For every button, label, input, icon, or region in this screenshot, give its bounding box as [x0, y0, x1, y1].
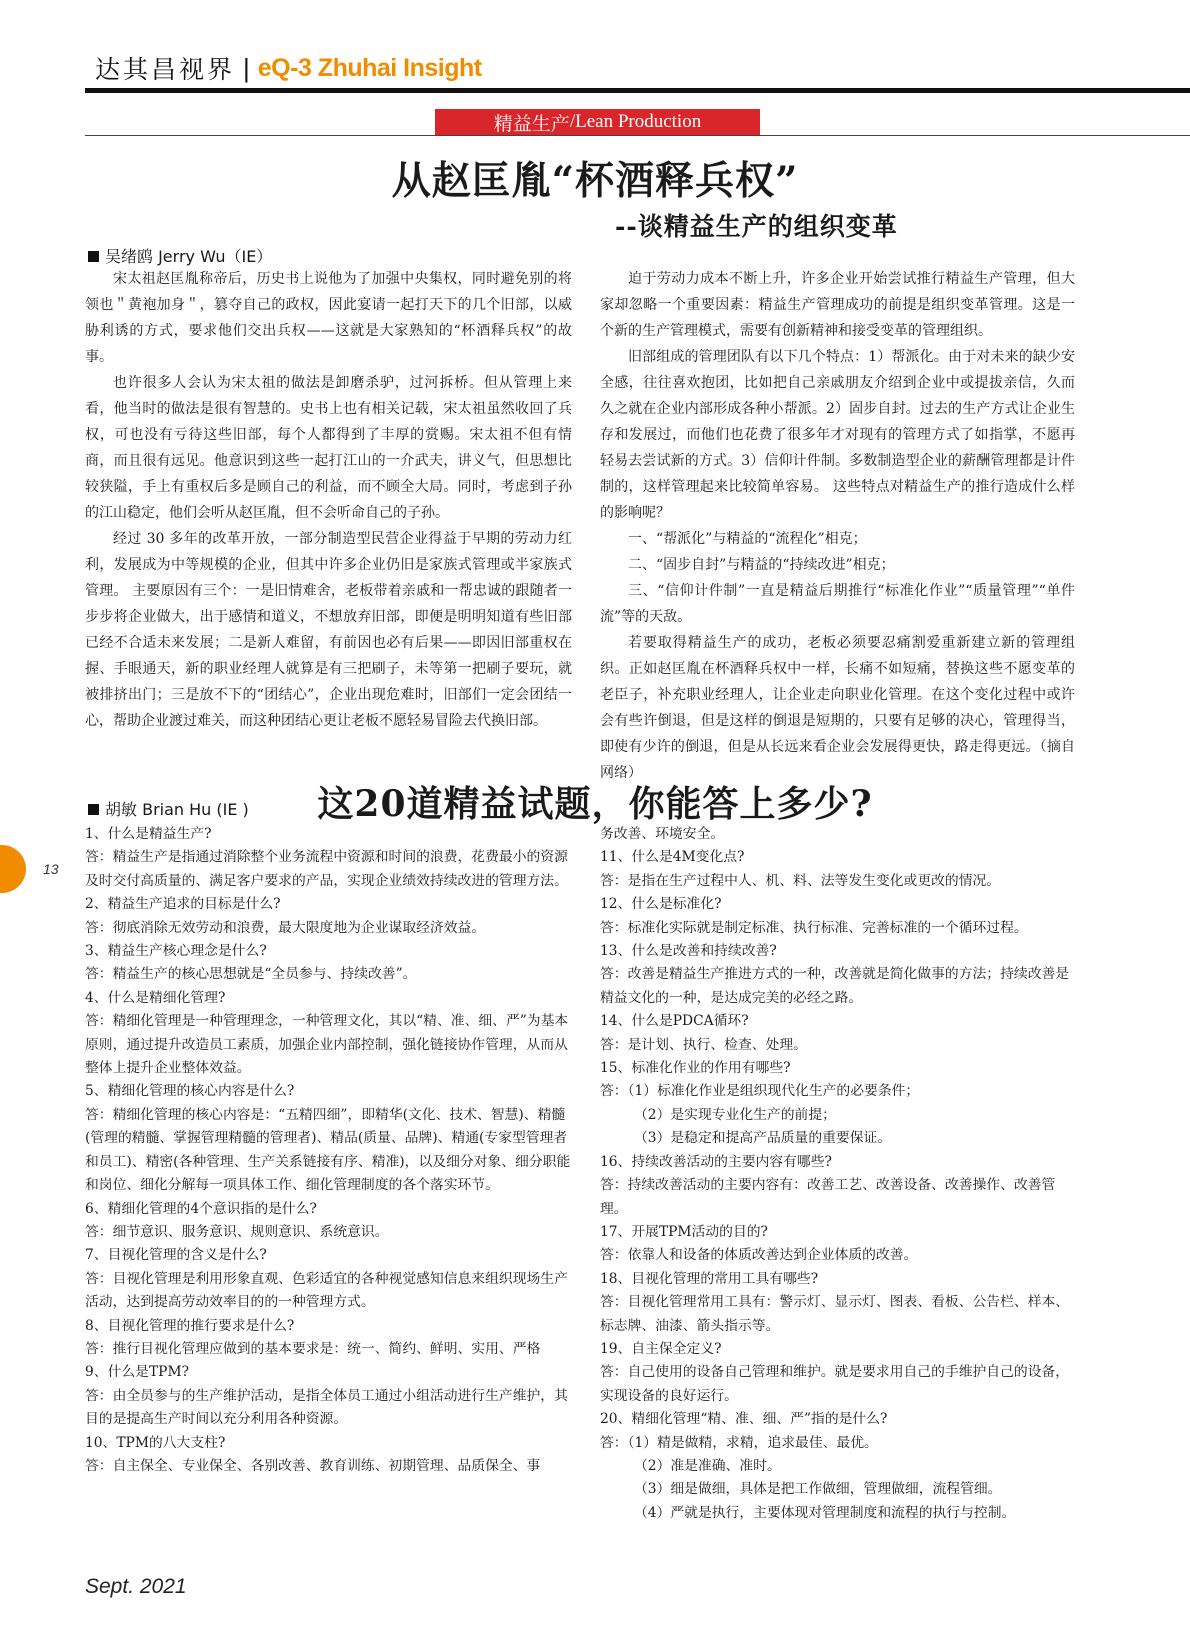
- qa-line: 答：持续改善活动的主要内容有：改善工艺、改善设备、改善操作、改善管理。: [600, 1177, 1056, 1217]
- qa-line: 答：精细化管理是一种管理理念，一种管理文化，其以“精、准、细、严”为基本原则，通过提升改造员工素质，加强企业内部控制，强化链接协作管理，从而从整体上提升企业整体效益。: [85, 1013, 569, 1077]
- qa-line: 答：（1）标准化作业是组织现代化生产的必要条件；: [600, 1083, 920, 1100]
- qa-line: 18、目视化管理的常用工具有哪些?: [600, 1270, 819, 1287]
- qa-line: 答：（1）精是做精，求精，追求最佳、最优。: [600, 1434, 878, 1451]
- qa-line: 14、什么是PDCA循环?: [600, 1013, 749, 1030]
- article1-author: [88, 244, 272, 267]
- article2-author: [88, 797, 249, 820]
- qa-line: 5、精细化管理的核心内容是什么?: [85, 1083, 295, 1100]
- paragraph: 经过 30 多年的改革开放，一部分制造型民营企业得益于早期的劳动力红利，发展成为中等规模的企业，但其中许多企业仍旧是家族式管理或半家族式管理。 主要原因有三个：一是旧情难舍，老板带着亲戚和一帮忠诚的跟随者一步步将企业做大，出于感情和道义，不想放弃旧部，即便是明明知道有些旧部已经不合适未来发展；二是新人难留，有前因也必有后果——即因旧部重权在握、手眼通天，新的职业经理人就算是有三把刷子，未等第一把刷子要玩，就被排挤出门；三是放不下的“团结心”，企业出现危难时，旧部们一定会团结一心，帮助企业渡过难关，而这种团结心更让老板不愿轻易冒险去代换旧部。: [85, 531, 572, 729]
- section-label: [435, 109, 760, 135]
- qa-line: 6、精细化管理的4个意识指的是什么?: [85, 1200, 317, 1217]
- paragraph: 三、“信仰计件制”一直是精益后期推行“标准化作业”“质量管理”“单件流”等的天敌。: [600, 583, 1075, 625]
- qa-right-column: [600, 823, 1075, 1525]
- qa-line: 答：目视化管理常用工具有：警示灯、显示灯、图表、看板、公告栏、样本、标志牌、油漆、箭头指示等。: [600, 1294, 1070, 1334]
- qa-line: 答：目视化管理是利用形象直观、色彩适宜的各种视觉感知信息来组织现场生产活动，达到提高劳动效率目的的一种管理方式。: [85, 1270, 568, 1311]
- qa-line: 答：精益生产的核心思想就是“全员参与、持续改善”。: [85, 966, 417, 983]
- bullet-square-icon: [88, 251, 99, 262]
- article2-title: 这20道精益试题，你能答上多少?: [317, 783, 873, 825]
- article1-subtitle: --谈精益生产的组织变革: [615, 212, 898, 241]
- qa-line: 答：精细化管理的核心内容是：“五精四细”，即精华(文化、技术、智慧)、精髓(管理的精髓、掌握管理精髓的管理者)、精品(质量、品牌)、精通(专家型管理者和员工)、精密(各种管理、生产关系链接有序、精准)，以及细分对象、细分职能和岗位、细化分解每一项具体工作、细化管理制度的各个落实环节。: [85, 1106, 571, 1194]
- paragraph: 也许很多人会认为宋太祖的做法是卸磨杀驴，过河拆桥。但从管理上来看，他当时的做法是很有智慧的。史书上也有相关记载，宋太祖虽然收回了兵权，可也没有亏待这些旧部，每个人都得到了丰厚的赏赐。宋太祖不但有情商，而且很有远见。他意识到这些一起打江山的一介武夫，讲义气，但思想比较狭隘，手上有重权后多是顾自己的利益，而不顾全大局。同时，考虑到子孙的江山稳定，他们会听从赵匡胤，但不会听命自己的子孙。: [85, 375, 572, 521]
- section-label-en: /Lean Production: [569, 111, 702, 132]
- qa-line: 答：由全员参与的生产维护活动，是指全体员工通过小组活动进行生产维护，其目的是提高生产时间以充分利用各种资源。: [85, 1387, 568, 1428]
- qa-line: 11、什么是4M变化点?: [600, 849, 745, 866]
- article1-author-name: 吴绪鸥 Jerry Wu（IE）: [105, 247, 273, 266]
- qa-line: 16、持续改善活动的主要内容有哪些?: [600, 1153, 832, 1170]
- qa-line: （2）准是准确、准时。: [634, 1457, 781, 1474]
- page-tab-marker: [0, 845, 26, 893]
- qa-line: （4）严就是执行，主要体现对管理制度和流程的执行与控制。: [634, 1504, 1016, 1521]
- qa-left-column: [85, 823, 572, 1478]
- qa-line: 答：是指在生产过程中人、机、料、法等发生变化或更改的情况。: [600, 872, 1001, 889]
- masthead-separator: |: [243, 52, 250, 83]
- qa-line: 务改善、环境安全。: [600, 826, 725, 842]
- qa-line: 15、标准化作业的作用有哪些?: [600, 1060, 791, 1077]
- qa-line: 19、自主保全定义?: [600, 1340, 722, 1357]
- qa-line: 1、什么是精益生产?: [85, 826, 212, 842]
- qa-line: 答：是计划、执行、检查、处理。: [600, 1036, 807, 1053]
- qa-line: 答：推行目视化管理应做到的基本要求是：统一、简约、鲜明、实用、严格: [85, 1340, 541, 1357]
- section-rule: [85, 135, 1190, 136]
- bullet-square-icon: [88, 804, 99, 815]
- qa-line: 10、TPM的八大支柱?: [85, 1434, 226, 1451]
- qa-line: 12、什么是标准化?: [600, 896, 722, 913]
- qa-line: 3、精益生产核心理念是什么?: [85, 943, 267, 960]
- issue-date: Sept. 2021: [85, 1575, 187, 1598]
- masthead: [95, 48, 482, 88]
- masthead-en: eQ-3 Zhuhai Insight: [257, 53, 482, 82]
- section-label-cn: 精益生产: [493, 112, 570, 135]
- qa-line: （2）是实现专业化生产的前提；: [634, 1106, 836, 1123]
- article2-author-name: 胡敏 Brian Hu (IE ): [105, 800, 249, 819]
- qa-line: 答：彻底消除无效劳动和浪费，最大限度地为企业谋取经济效益。: [85, 919, 486, 936]
- paragraph: 一、“帮派化”与精益的“流程化”相克；: [628, 531, 867, 547]
- paragraph: 旧部组成的管理团队有以下几个特点：1）帮派化。由于对未来的缺少安全感，往往喜欢抱团，比如把自己亲戚朋友介绍到企业中或提拔亲信，久而久之就在企业内部形成各种小帮派。2）固步自封。过去的生产方式让企业生存和发展过，而他们也花费了很多年才对现有的管理方式了如指掌，不愿再轻易去尝试新的方式。3）信仰计件制。多数制造型企业的薪酬管理都是计件制的，这样管理起来比较简单容易。 这些特点对精益生产的推行造成什么样的影响呢？: [600, 349, 1075, 521]
- qa-line: 答：精益生产是指通过消除整个业务流程中资源和时间的浪费，花费最小的资源及时交付高质量的、满足客户要求的产品，实现企业绩效持续改进的管理方法。: [85, 849, 568, 889]
- qa-line: （3）是稳定和提高产品质量的重要保证。: [634, 1130, 892, 1147]
- qa-line: 2、精益生产追求的目标是什么?: [85, 896, 281, 913]
- qa-line: （3）细是做细，具体是把工作做细，管理做细，流程管细。: [634, 1481, 1002, 1498]
- article1-left-column: [85, 266, 572, 734]
- qa-line: 答：改善是精益生产推进方式的一种，改善就是简化做事的方法；持续改善是精益文化的一种，是达成完美的必经之路。: [600, 966, 1070, 1006]
- qa-line: 答：自己使用的设备自己管理和维护。就是要求用自己的手维护自己的设备，实现设备的良好运行。: [600, 1364, 1070, 1404]
- paragraph: 若要取得精益生产的成功，老板必须要忍痛割爱重新建立新的管理组织。正如赵匡胤在杯酒释兵权中一样，长痛不如短痛，替换这些不愿变革的老臣子，补充职业经理人，让企业走向职业化管理。在这个变化过程中或许会有些许倒退，但是这样的倒退是短期的，只要有足够的决心，管理得当，即使有少许的倒退，但是从长远来看企业会发展得更快，路走得更远。（摘自网络）: [600, 635, 1075, 781]
- qa-line: 答：自主保全、专业保全、各别改善、教育训练、初期管理、品质保全、事: [85, 1457, 541, 1474]
- qa-line: 4、什么是精细化管理?: [85, 989, 226, 1006]
- qa-line: 17、开展TPM活动的目的?: [600, 1223, 768, 1240]
- paragraph: 迫于劳动力成本不断上升，许多企业开始尝试推行精益生产管理，但大家却忽略一个重要因素：精益生产管理成功的前提是组织变革管理。这是一个新的生产管理模式，需要有创新精神和接受变革的管理组织。: [600, 271, 1075, 339]
- masthead-cn: 达其昌视界: [95, 55, 236, 84]
- header-rule: [85, 88, 1190, 93]
- qa-line: 13、什么是改善和持续改善?: [600, 943, 777, 960]
- qa-line: 20、精细化管理“精、准、细、严”指的是什么?: [600, 1411, 888, 1428]
- qa-line: 9、什么是TPM?: [85, 1364, 189, 1381]
- article1-right-column: [600, 266, 1075, 786]
- qa-line: 8、目视化管理的推行要求是什么?: [85, 1317, 295, 1334]
- article1-title: 从赵匡胤“杯酒释兵权”: [391, 158, 799, 204]
- qa-line: 答：依靠人和设备的体质改善达到企业体质的改善。: [600, 1247, 918, 1264]
- paragraph: 宋太祖赵匡胤称帝后，历史书上说他为了加强中央集权，同时避免别的将领也＂黄袍加身＂，篡夺自己的政权，因此宴请一起打天下的几个旧部，以威胁利诱的方式，要求他们交出兵权——这就是大家熟知的“杯酒释兵权”的故事。: [85, 271, 572, 365]
- qa-line: 答：标准化实际就是制定标准、执行标准、完善标准的一个循环过程。: [600, 919, 1028, 936]
- qa-line: 答：细节意识、服务意识、规则意识、系统意识。: [85, 1223, 389, 1240]
- paragraph: 二、“固步自封”与精益的“持续改进”相克；: [628, 557, 895, 573]
- qa-line: 7、目视化管理的含义是什么?: [85, 1247, 267, 1264]
- page-number: 13: [43, 861, 59, 877]
